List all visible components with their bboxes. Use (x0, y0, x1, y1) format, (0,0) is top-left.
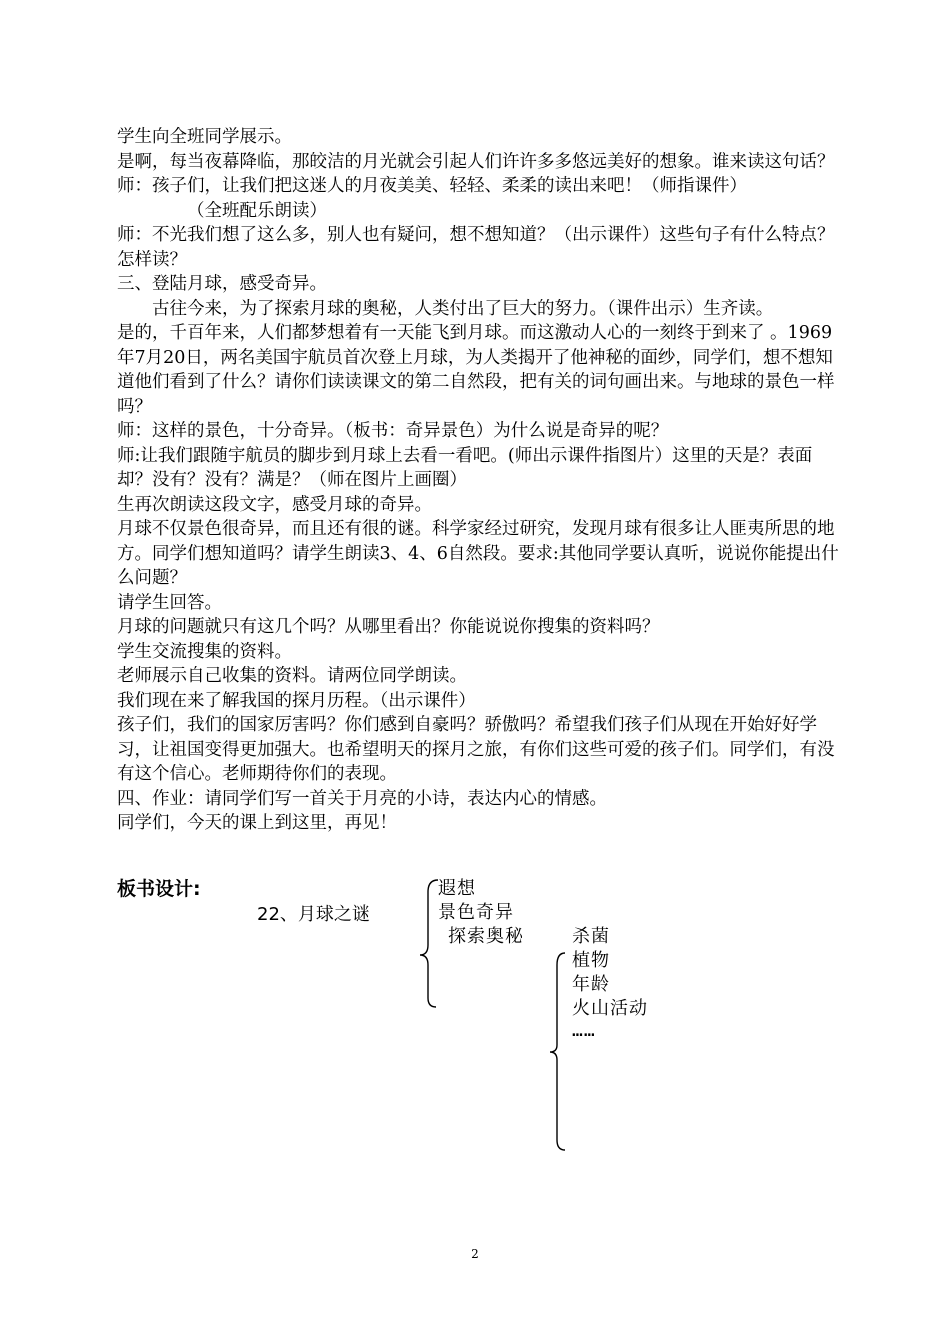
paragraph: 月球不仅景色很奇异，而且还有很的谜。科学家经过研究，发现月球有很多让人匪夷所思的地方。同学们想知道吗？请学生朗读3、4、6自然段。要求:其他同学要认真听，说说你能提出什么问题？ (117, 519, 839, 588)
paragraph: 师：这样的景色，十分奇异。（板书：奇异景色）为什么说是奇异的呢？ (117, 421, 669, 441)
board-item: 年龄 (572, 974, 610, 995)
paragraph: 师：孩子们，让我们把这迷人的月夜美美、轻轻、柔柔的读出来吧！（师指课件） (117, 176, 747, 196)
paragraph: 孩子们，我们的国家厉害吗？你们感到自豪吗？骄傲吗？希望我们孩子们从现在开始好好学习，让祖国变得更加强大。也希望明天的探月之旅，有你们这些可爱的孩子们。同学们，有没有这个信心。老师期待你们的表现。 (117, 715, 835, 784)
board-item: 杀菌 (572, 926, 610, 947)
paragraph: 古往今来，为了探索月球的奥秘，人类付出了巨大的努力。（课件出示）生齐读。 (152, 298, 774, 319)
paragraph: 师：不光我们想了这么多，别人也有疑问，想不想知道？（出示课件）这些句子有什么特点？怎样读？ (117, 225, 835, 270)
paragraph: 学生向全班同学展示。 (117, 127, 292, 147)
board-item: 遐想 (438, 878, 476, 899)
paragraph: 师:让我们跟随宇航员的脚步到月球上去看一看吧。(师出示课件指图片）这里的天是？表面却？没有？没有？满是？（师在图片上画圈） (117, 445, 813, 490)
section-heading: 四、作业：请同学们写一首关于月亮的小诗，表达内心的情感。 (117, 788, 607, 809)
board-item: 景色奇异 (438, 902, 514, 923)
brace-left (420, 880, 438, 1007)
section-heading: 三、登陆月球，感受奇异。 (117, 274, 327, 294)
page-number: 2 (471, 1247, 479, 1261)
brace-right (550, 953, 565, 1150)
board-item: 植物 (572, 950, 610, 971)
board-title: 22、月球之谜 (257, 904, 370, 925)
paragraph: 请学生回答。 (117, 592, 222, 613)
board-design-heading: 板书设计: (117, 878, 201, 900)
paragraph: 月球的问题就只有这几个吗？从哪里看出？你能说说你搜集的资料吗？ (117, 617, 660, 637)
board-item: 探索奥秘 (448, 926, 524, 947)
paragraph: 是啊，每当夜幕降临，那皎洁的月光就会引起人们许许多多悠远美好的想象。谁来读这句话？ (117, 151, 835, 172)
paragraph: 是的，千百年来，人们都梦想着有一天能飞到月球。而这激动人心的一刻终于到来了 。1969年7月20日，两名美国宇航员首次登上月球，为人类揭开了他神秘的面纱，同学们，想不想知道他们看到了什么？请你们读读课文的第二自然段，把有关的词句画出来。与地球的景色一样吗？ (117, 323, 835, 417)
board-item: 火山活动 (572, 998, 648, 1019)
paragraph: 老师展示自己收集的资料。请两位同学朗读。 (117, 666, 467, 686)
paragraph: 学生交流搜集的资料。 (117, 641, 292, 662)
paragraph: （全班配乐朗读） (187, 200, 327, 221)
paragraph: 同学们，今天的课上到这里，再见！ (117, 813, 397, 833)
paragraph: 生再次朗读这段文字，感受月球的奇异。 (117, 494, 432, 515)
paragraph: 我们现在来了解我国的探月历程。（出示课件） (117, 690, 476, 711)
board-item: …… (572, 1020, 596, 1041)
